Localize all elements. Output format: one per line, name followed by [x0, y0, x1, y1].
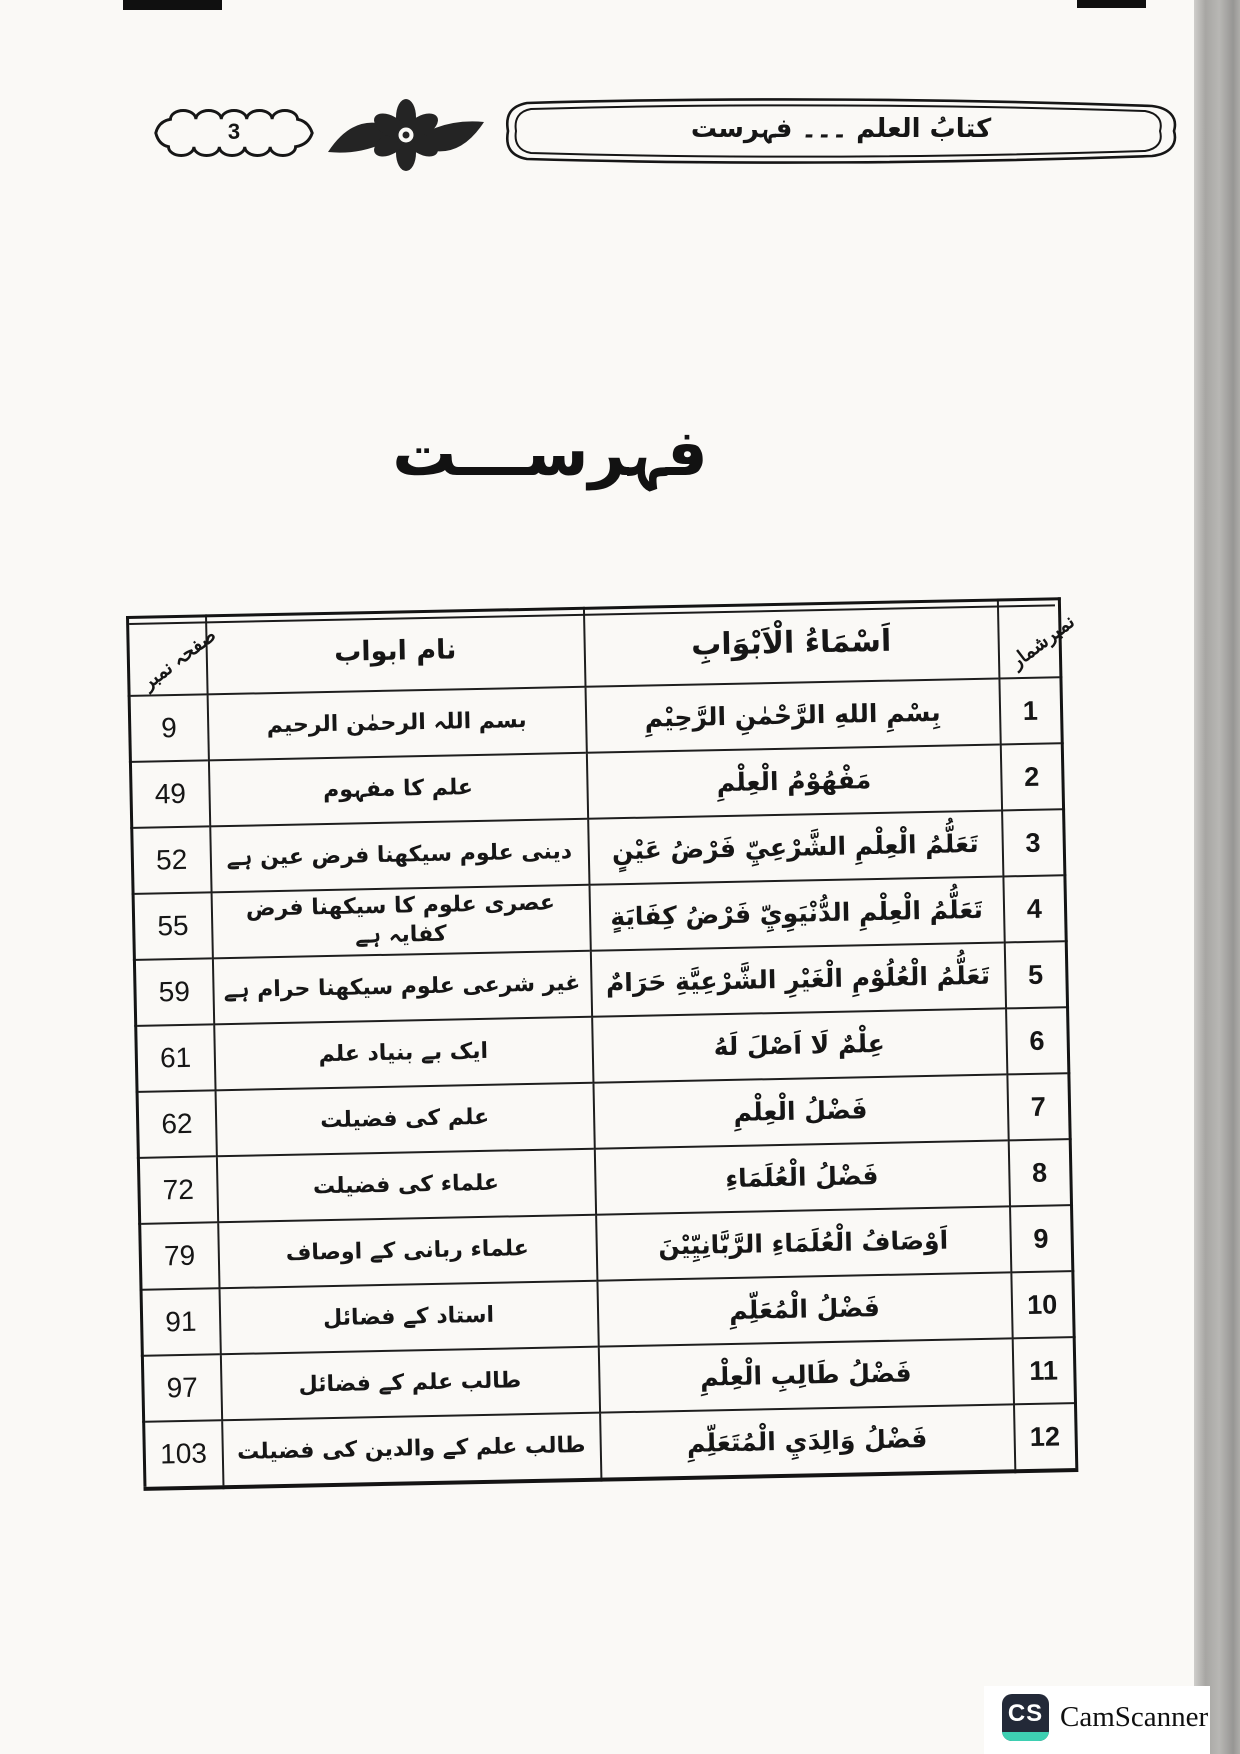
serial-cell: 8: [1008, 1139, 1071, 1206]
page-number-cell: 9: [129, 694, 208, 762]
toc-table-wrap: [126, 597, 1079, 1491]
urdu-title-cell: علم کا مفہوم: [208, 753, 587, 827]
running-title: کتابُ العلم ۔۔۔ فہرست: [690, 113, 992, 144]
serial-cell: 12: [1014, 1403, 1077, 1471]
arabic-title-cell: تَعَلُّمُ الْعِلْمِ الدُّنْيَوِيِّ فَرْضُ كِفَايَةٍ: [589, 876, 1004, 950]
page-number-cell: 49: [130, 760, 209, 828]
page-number-cell: 62: [137, 1090, 216, 1158]
urdu-title-cell: ایک بے بنیاد علم: [214, 1017, 593, 1091]
page-title: فہرســـت: [392, 417, 708, 491]
page-number-cell: 55: [133, 892, 212, 960]
camscanner-logo-teal-band: [1002, 1732, 1049, 1741]
serial-cell: 9: [1010, 1205, 1073, 1272]
page-number-cell: 103: [144, 1420, 223, 1489]
scan-edge-shadow: [1194, 0, 1240, 1754]
arabic-title-cell: مَفْهُوْمُ الْعِلْمِ: [586, 744, 1001, 818]
urdu-title-cell: علماء ربانی کے اوصاف: [218, 1215, 597, 1289]
urdu-title-cell: علماء کی فضیلت: [216, 1149, 595, 1223]
page-number-cell: 91: [141, 1288, 220, 1356]
running-title-cartouche: [497, 96, 1185, 166]
page-number-cell: 61: [136, 1024, 215, 1092]
urdu-title-cell: غیر شرعی علوم سیکھنا حرام ہے: [212, 951, 591, 1025]
page-number-cell: 52: [132, 826, 211, 894]
column-header-urdu-names: نام ابواب: [206, 608, 585, 694]
arabic-title-cell: فَضْلُ وَالِدَيِ الْمُتَعَلِّمِ: [600, 1404, 1015, 1479]
scan-top-mark-left: [123, 0, 222, 10]
arabic-title-cell: فَضْلُ الْعِلْمِ: [593, 1074, 1008, 1148]
arabic-title-cell: بِسْمِ اللهِ الرَّحْمٰنِ الرَّحِيْمِ: [585, 678, 1000, 752]
column-header-arabic-names: اَسْمَاءُ الْاَبْوَابِ: [583, 600, 998, 687]
page-number-badge: [146, 100, 322, 166]
serial-cell: 4: [1003, 875, 1066, 942]
page-number-cell: 97: [142, 1354, 221, 1422]
urdu-title-cell: علم کی فضیلت: [215, 1083, 594, 1157]
page-number-cell: 72: [138, 1156, 217, 1224]
camscanner-brand-text: CamScanner: [1060, 1701, 1209, 1733]
scan-top-mark-right: [1077, 0, 1146, 8]
page-number-cell: 79: [140, 1222, 219, 1290]
toc-table: [126, 597, 1078, 1491]
camscanner-logo-initials: CS: [1007, 1700, 1044, 1727]
page-number: 3: [227, 119, 241, 144]
arabic-title-cell: فَضْلُ الْمُعَلِّمِ: [597, 1272, 1012, 1346]
arabic-title-cell: تَعَلُّمُ الْعِلْمِ الشَّرْعِيِّ فَرْضُ عَيْنٍ: [588, 810, 1003, 884]
arabic-title-cell: فَضْلُ طَالِبِ الْعِلْمِ: [598, 1338, 1013, 1412]
serial-cell: 5: [1004, 941, 1067, 1008]
serial-cell: 3: [1002, 809, 1065, 876]
arabic-title-cell: عِلْمٌ لَا اَصْلَ لَهُ: [592, 1008, 1007, 1082]
floral-ornament-icon: [318, 88, 494, 184]
serial-cell: 1: [999, 677, 1062, 744]
arabic-title-cell: تَعَلُّمُ الْعُلُوْمِ الْغَيْرِ الشَّرْعِيَّةِ حَرَامٌ: [590, 942, 1005, 1016]
arabic-title-cell: فَضْلُ الْعُلَمَاءِ: [594, 1140, 1009, 1214]
urdu-title-cell: دینی علوم سیکھنا فرض عین ہے: [210, 819, 589, 893]
urdu-title-cell: استاد کے فضائل: [219, 1281, 598, 1355]
serial-cell: 10: [1011, 1271, 1074, 1338]
serial-cell: 7: [1007, 1073, 1070, 1140]
serial-cell: 2: [1000, 743, 1063, 810]
urdu-title-cell: عصری علوم کا سیکھنا فرض کفایہ ہے: [211, 885, 590, 959]
camscanner-logo-icon: [1002, 1694, 1049, 1741]
camscanner-watermark: [1002, 1694, 1208, 1741]
urdu-title-cell: طالب علم کے فضائل: [220, 1347, 599, 1421]
column-header-serial: نمبرشمار: [997, 599, 1061, 679]
page-number-cell: 59: [134, 958, 213, 1026]
serial-cell: 11: [1012, 1337, 1075, 1404]
urdu-title-cell: بسم اللہ الرحمٰن الرحیم: [207, 687, 586, 761]
column-header-page-number: صفحہ نمبر: [128, 616, 208, 696]
serial-cell: 6: [1006, 1007, 1069, 1074]
arabic-title-cell: اَوْصَافُ الْعُلَمَاءِ الرَّبَّانِيِّيْنَ: [596, 1206, 1011, 1280]
urdu-title-cell: طالب علم کے والدین کی فضیلت: [222, 1413, 601, 1488]
